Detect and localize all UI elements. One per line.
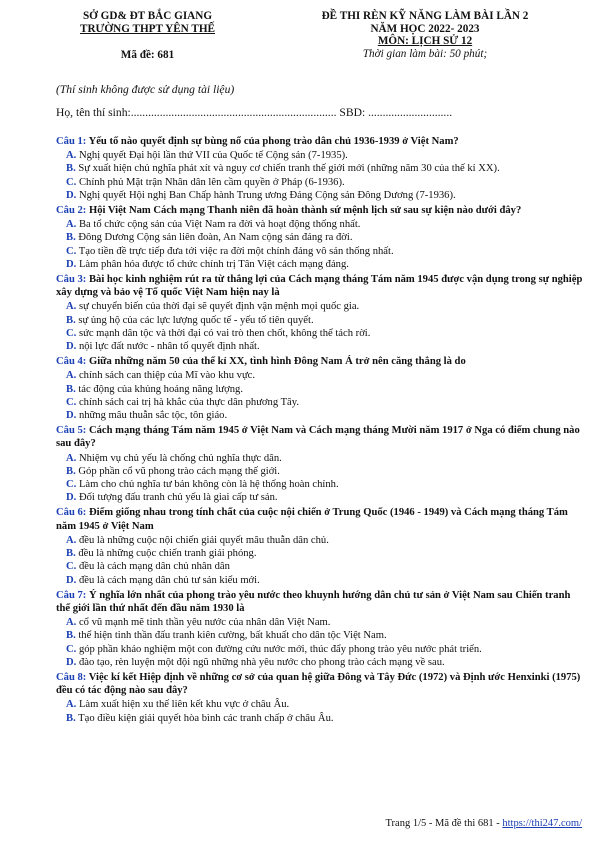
option-letter: D. [66, 189, 77, 201]
option-text: Sự xuất hiện chủ nghĩa phát xít và nguy cơ chiến tranh thế giới mới (những năm 30 của thế kỉ XX). [75, 163, 500, 175]
answer-option[interactable] [66, 396, 584, 409]
answer-option[interactable] [66, 560, 584, 573]
answer-option[interactable] [66, 547, 584, 560]
question-number: Câu 5: [56, 425, 87, 437]
option-text: Nghị quyết Hội nghị Ban Chấp hành Trung ương Đảng Cộng sản Đông Dương (7-1936). [76, 189, 456, 201]
footer-link[interactable]: https://thi247.com/ [502, 818, 582, 829]
exam-header [275, 10, 575, 60]
option-text: Làm xuất hiện xu thế liên kết khu vực ở châu Âu. [76, 699, 290, 711]
answer-option[interactable] [66, 629, 584, 642]
answer-option[interactable] [66, 616, 584, 629]
answer-option[interactable] [66, 340, 584, 353]
page-footer [0, 818, 582, 829]
school-header [40, 10, 255, 62]
answer-option[interactable] [66, 643, 584, 656]
answer-option[interactable] [66, 465, 584, 478]
option-text: Nghị quyết Đại hội lần thứ VII của Quốc tế Cộng sản (7-1935). [76, 150, 348, 162]
question-number: Câu 4: [56, 356, 87, 368]
option-letter: B. [66, 548, 76, 560]
question-stem [56, 204, 584, 217]
option-letter: C. [66, 396, 77, 408]
option-letter: C. [66, 245, 77, 257]
answer-option[interactable] [66, 231, 584, 244]
question-8 [56, 671, 584, 725]
question-3 [56, 273, 584, 353]
question-list [56, 135, 584, 727]
option-letter: A. [66, 534, 77, 546]
option-text: đều là những cuộc chiến tranh giải phóng. [75, 548, 257, 560]
option-text: đều là cách mạng dân chủ nhân dân [76, 561, 230, 573]
option-letter: C. [66, 327, 77, 339]
school-name: TRƯỜNG THPT YÊN THẾ [79, 22, 215, 35]
student-info-line: Họ, tên thí sinh:....................................................................... SBD: ............................. [56, 106, 453, 119]
option-text: Đông Dương Cộng sản liên đoàn, An Nam cộng sản đảng ra đời. [75, 232, 353, 244]
option-letter: B. [66, 314, 76, 326]
option-text: tác động của khủng hoảng năng lượng. [75, 383, 243, 395]
question-5 [56, 424, 584, 504]
question-stem [56, 135, 584, 148]
exam-code: Mã đề: 681 [120, 49, 175, 61]
question-stem [56, 355, 584, 368]
question-stem [56, 671, 584, 697]
question-7 [56, 589, 584, 669]
question-text: Cách mạng tháng Tám năm 1945 ở Việt Nam và Cách mạng tháng Mười năm 1917 ở Nga có điểm chung nào sau đây? [56, 425, 580, 450]
option-letter: C. [66, 561, 77, 573]
answer-option[interactable] [66, 491, 584, 504]
option-letter: A. [66, 699, 77, 711]
question-number: Câu 2: [56, 205, 87, 217]
question-number: Câu 8: [56, 671, 87, 683]
exam-note: (Thí sinh không được sử dụng tài liệu) [56, 83, 235, 96]
question-number: Câu 6: [56, 507, 87, 519]
question-stem [56, 506, 584, 532]
option-text: thể hiện tinh thần đấu tranh kiên cường, bất khuất cho dân tộc Việt Nam. [75, 630, 387, 642]
option-text: Ba tổ chức cộng sản của Việt Nam ra đời và hoạt động thống nhất. [76, 219, 361, 231]
question-1 [56, 135, 584, 202]
question-text: Điểm giống nhau trong tính chất của cuộc nội chiến ở Trung Quốc (1946 - 1949) và Cách mạng tháng Tám năm 1945 ở Việt Nam [56, 507, 568, 532]
option-letter: B. [66, 465, 76, 477]
question-number: Câu 3: [56, 274, 87, 286]
answer-option[interactable] [66, 162, 584, 175]
option-text: Góp phần cổ vũ phong trào cách mạng thế giới. [75, 465, 280, 477]
question-text: Hội Việt Nam Cách mạng Thanh niên đã hoàn thành sứ mệnh lịch sử sau sự kiện nào dưới đây? [86, 205, 522, 217]
answer-option[interactable] [66, 189, 584, 202]
answer-option[interactable] [66, 656, 584, 669]
department-name: SỞ GD& ĐT BẮC GIANG [82, 10, 213, 22]
answer-option[interactable] [66, 409, 584, 422]
option-letter: A. [66, 301, 77, 313]
option-text: Làm cho chủ nghĩa tư bản không còn là hệ thống hoàn chỉnh. [76, 479, 339, 491]
answer-option[interactable] [66, 574, 584, 587]
answer-option[interactable] [66, 698, 584, 711]
question-2 [56, 204, 584, 271]
answer-option[interactable] [66, 383, 584, 396]
subject: MÔN: LỊCH SỬ 12 [377, 35, 473, 47]
option-text: Làm phân hóa được tổ chức chính trị Tân Việt cách mạng đảng. [76, 258, 349, 270]
answer-option[interactable] [66, 452, 584, 465]
option-letter: D. [66, 656, 77, 668]
answer-option[interactable] [66, 712, 584, 725]
answer-option[interactable] [66, 176, 584, 189]
question-text: Ý nghĩa lớn nhất của phong trào yêu nước theo khuynh hướng dân chủ tư sản ở Việt Nam sau Chiến tranh thế giới lần thứ nhất đến đầu năm 1930 là [56, 589, 571, 614]
question-text: Yếu tố nào quyết định sự bùng nổ của phong trào dân chủ 1936-1939 ở Việt Nam? [86, 136, 459, 147]
option-letter: D. [66, 574, 77, 586]
option-letter: B. [66, 630, 76, 642]
option-text: Tạo điều kiện giải quyết hòa bình các tranh chấp ở châu Âu. [75, 712, 334, 724]
option-letter: B. [66, 383, 76, 395]
option-letter: D. [66, 341, 77, 353]
question-6 [56, 506, 584, 586]
option-letter: A. [66, 617, 77, 629]
option-text: Chính phủ Mặt trận Nhân dân lên cầm quyền ở Pháp (6-1936). [76, 176, 345, 188]
option-letter: A. [66, 219, 77, 231]
footer-text: Trang 1/5 - Mã đề thi 681 - [385, 818, 503, 829]
question-stem [56, 589, 584, 615]
question-stem [56, 424, 584, 450]
option-text: những mâu thuẫn sắc tộc, tôn giáo. [76, 410, 228, 422]
option-text: sự ủng hộ của các lực lượng quốc tế - yếu tố tiên quyết. [75, 314, 314, 326]
option-letter: D. [66, 410, 77, 422]
option-letter: A. [66, 452, 77, 464]
answer-option[interactable] [66, 218, 584, 231]
answer-option[interactable] [66, 327, 584, 340]
question-4 [56, 355, 584, 422]
answer-option[interactable] [66, 300, 584, 313]
option-letter: B. [66, 232, 76, 244]
answer-option[interactable] [66, 314, 584, 327]
question-number: Câu 7: [56, 589, 87, 601]
answer-option[interactable] [66, 245, 584, 258]
option-letter: D. [66, 258, 77, 270]
option-letter: A. [66, 370, 77, 382]
answer-option[interactable] [66, 258, 584, 271]
option-text: cổ vũ mạnh mẽ tinh thần yêu nước của nhân dân Việt Nam. [76, 617, 331, 629]
option-text: đều là những cuộc nội chiến giải quyết mâu thuẫn dân chủ. [76, 534, 329, 546]
exam-title: ĐỀ THI RÈN KỸ NĂNG LÀM BÀI LẦN 2 [321, 10, 529, 22]
option-text: sức mạnh dân tộc và thời đại có vai trò then chốt, không thể tách rời. [76, 327, 371, 339]
option-letter: B. [66, 163, 76, 175]
option-text: Đối tượng đấu tranh chủ yếu là giai cấp tư sản. [76, 492, 278, 504]
question-stem [56, 273, 584, 299]
option-text: góp phần khảo nghiệm một con đường cứu nước mới, thúc đẩy phong trào yêu nước phát triển. [76, 643, 482, 655]
answer-option[interactable] [66, 534, 584, 547]
question-text: Giữa những năm 50 của thế kỉ XX, tình hình Đông Nam Á trở nên căng thẳng là do [86, 356, 466, 368]
option-text: sự chuyển biến của thời đại sẽ quyết định vận mệnh mọi quốc gia. [76, 301, 360, 313]
option-text: nội lực đất nước - nhân tố quyết định nhất. [76, 341, 260, 353]
answer-option[interactable] [66, 149, 584, 162]
answer-option[interactable] [66, 369, 584, 382]
time-limit: Thời gian làm bài: 50 phút; [362, 47, 488, 60]
option-letter: A. [66, 150, 77, 162]
option-text: Tạo tiền đề trực tiếp đưa tới việc ra đời một chính đảng vô sản thống nhất. [76, 245, 394, 257]
option-text: Nhiệm vụ chủ yếu là chống chủ nghĩa thực dân. [76, 452, 282, 464]
option-letter: C. [66, 643, 77, 655]
answer-option[interactable] [66, 478, 584, 491]
school-year: NĂM HỌC 2022- 2023 [370, 22, 480, 35]
option-letter: C. [66, 479, 77, 491]
option-letter: B. [66, 712, 76, 724]
option-text: đào tạo, rèn luyện một đội ngũ những nhà yêu nước cho phong trào cách mạng về sau. [76, 656, 445, 668]
option-text: chính sách can thiệp của Mĩ vào khu vực. [76, 370, 256, 382]
option-letter: C. [66, 176, 77, 188]
question-text: Bài học kinh nghiệm rút ra từ thắng lợi của Cách mạng tháng Tám năm 1945 được vận dụng trong sự nghiệp xây dựng và bảo vệ Tổ quốc Việt Nam hiện nay là [56, 274, 583, 299]
option-letter: D. [66, 492, 77, 504]
option-text: đều là cách mạng dân chủ tư sản kiểu mới. [76, 574, 260, 586]
option-text: chính sách cai trị hà khắc của thực dân phương Tây. [76, 396, 300, 408]
question-number: Câu 1: [56, 136, 87, 147]
question-text: Việc kí kết Hiệp định về những cơ sở của quan hệ giữa Đông và Tây Đức (1972) và Định ước Henxinki (1975) đều có tác động nào sau đây? [56, 671, 581, 697]
